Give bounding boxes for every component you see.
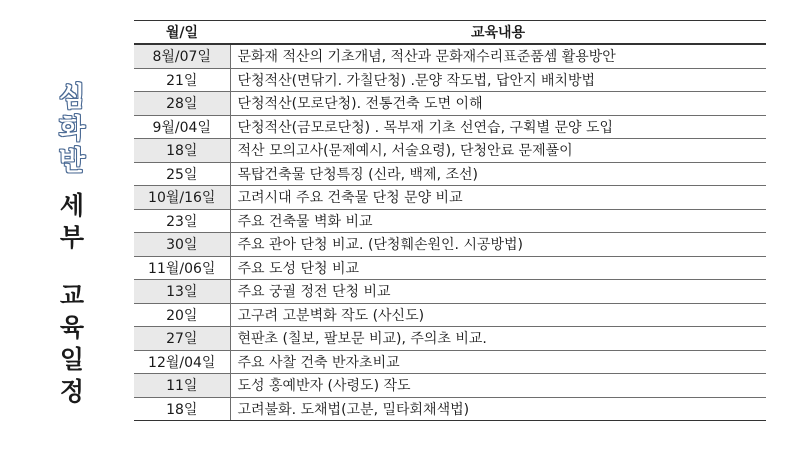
table-row xyxy=(134,68,766,92)
table-row xyxy=(134,92,766,116)
table-row xyxy=(134,186,766,210)
table-row xyxy=(134,233,766,257)
date-cell: 9월/04일 xyxy=(134,115,230,139)
table-row xyxy=(134,303,766,327)
content-cell: 문화재 적산의 기초개념, 적산과 문화재수리표준품셈 활용방안 xyxy=(230,44,766,68)
content-cell: 주요 도성 단청 비교 xyxy=(230,256,766,280)
table-row xyxy=(134,374,766,398)
content-cell: 고려불화. 도채법(고분, 밀타회채색법) xyxy=(230,397,766,421)
table-row xyxy=(134,44,766,68)
date-cell: 28일 xyxy=(134,92,230,116)
date-cell: 11월/06일 xyxy=(134,256,230,280)
date-cell: 13일 xyxy=(134,280,230,304)
side-title xyxy=(44,82,100,408)
date-cell: 30일 xyxy=(134,233,230,257)
table-header-row xyxy=(134,21,766,45)
side-title-char: 정 xyxy=(59,377,85,406)
table-row xyxy=(134,162,766,186)
date-cell: 27일 xyxy=(134,327,230,351)
table-row xyxy=(134,327,766,351)
date-cell: 8월/07일 xyxy=(134,44,230,68)
date-column-header: 월/일 xyxy=(134,21,230,45)
date-cell: 10월/16일 xyxy=(134,186,230,210)
table-row xyxy=(134,139,766,163)
content-cell: 주요 건축물 벽화 비교 xyxy=(230,209,766,233)
date-cell: 25일 xyxy=(134,162,230,186)
date-cell: 21일 xyxy=(134,68,230,92)
side-title-char: 일 xyxy=(59,345,85,374)
side-title-accent-char: 화 xyxy=(58,114,86,145)
content-cell: 고구려 고분벽화 작도 (사신도) xyxy=(230,303,766,327)
side-title-char: 육 xyxy=(59,313,85,342)
date-cell: 12월/04일 xyxy=(134,350,230,374)
content-cell: 단청적산(면닦기. 가칠단청) .문양 작도법, 답안지 배치방법 xyxy=(230,68,766,92)
side-title-char: 교 xyxy=(59,281,85,310)
table-row xyxy=(134,280,766,304)
content-cell: 주요 사찰 건축 반자초비교 xyxy=(230,350,766,374)
schedule-body xyxy=(134,44,766,421)
content-cell: 적산 모의고사(문제예시, 서술요령), 단청안료 문제풀이 xyxy=(230,139,766,163)
schedule-table xyxy=(134,20,766,421)
table-row xyxy=(134,256,766,280)
content-cell: 주요 궁궐 정전 단청 비교 xyxy=(230,280,766,304)
content-cell: 도성 홍예반자 (사령도) 작도 xyxy=(230,374,766,398)
content-cell: 현판초 (칠보, 팔보문 비교), 주의초 비교. xyxy=(230,327,766,351)
side-title-char: 부 xyxy=(59,223,85,252)
date-cell: 11일 xyxy=(134,374,230,398)
content-cell: 단청적산(모로단청). 전통건축 도면 이해 xyxy=(230,92,766,116)
table-row xyxy=(134,397,766,421)
side-title-accent-char: 반 xyxy=(58,146,86,177)
side-title-char: 세 xyxy=(59,191,85,220)
content-cell: 단청적산(금모로단청) . 목부재 기초 선연습, 구획별 문양 도입 xyxy=(230,115,766,139)
date-cell: 20일 xyxy=(134,303,230,327)
content-cell: 목탑건축물 단청특징 (신라, 백제, 조선) xyxy=(230,162,766,186)
table-row xyxy=(134,115,766,139)
content-column-header: 교육내용 xyxy=(230,21,766,45)
table-row xyxy=(134,350,766,374)
side-title-accent-char: 심 xyxy=(58,82,86,113)
date-cell: 23일 xyxy=(134,209,230,233)
date-cell: 18일 xyxy=(134,397,230,421)
table-row xyxy=(134,209,766,233)
date-cell: 18일 xyxy=(134,139,230,163)
content-cell: 고려시대 주요 건축물 단청 문양 비교 xyxy=(230,186,766,210)
content-cell: 주요 관아 단청 비교. (단청훼손원인. 시공방법) xyxy=(230,233,766,257)
